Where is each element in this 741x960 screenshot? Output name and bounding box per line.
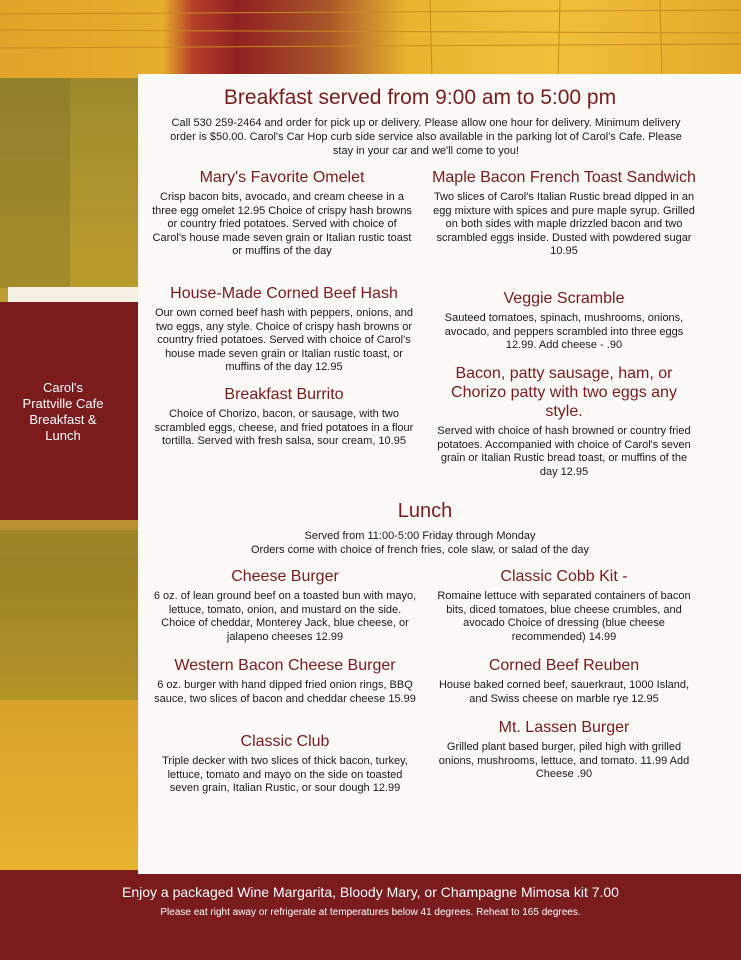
background-left-block xyxy=(0,530,140,700)
breakfast-intro: Call 530 259-2464 and order for pick up or delivery. Please allow one hour for delivery. Minimum delivery order is $50.00. Carol's Car Hop curb side service also available in the parking lot of Carol's Cafe. Please stay in your car and we'll come to you! xyxy=(170,117,682,157)
menu-item-description: Crisp bacon bits, avocado, and cream cheese in a three egg omelet 12.95 Choice of crispy hash browns or country fried potatoes. Served with choice of Carol's house made seven grain or Italian rustic toast or muffins of the day xyxy=(152,191,412,257)
menu-item xyxy=(152,385,416,449)
menu-item-name: Western Bacon Cheese Burger xyxy=(174,657,396,674)
menu-item xyxy=(430,656,698,706)
menu-item-name: Breakfast Burrito xyxy=(224,386,344,403)
menu-item-description: 6 oz. of lean ground beef on a toasted bun with mayo, lettuce, tomato, onion, and mustard on the side. Choice of cheddar, Monterey Jack, blue cheese, or jalapeno cheeses 12.99 xyxy=(153,590,417,643)
footer-promo: Enjoy a packaged Wine Margarita, Bloody Mary, or Champagne Mimosa kit 7.00 xyxy=(122,884,619,900)
menu-item xyxy=(152,567,418,644)
cafe-name-line: Breakfast & xyxy=(29,412,97,427)
cafe-name-line: Prattville Cafe xyxy=(22,396,104,411)
background-line-pattern xyxy=(0,0,741,78)
menu-item xyxy=(430,567,698,644)
menu-item xyxy=(152,732,418,796)
cafe-name-line: Carol's xyxy=(42,380,84,395)
menu-item-description: Our own corned beef hash with peppers, onions, and two eggs, any style. Choice of crispy hash browns or country fried potatoes. Served with choice of Carol's house made seven grain or Italian rustic toast, or muffins of the day 12.95 xyxy=(154,307,414,373)
menu-item xyxy=(430,289,698,353)
menu-item-description: Grilled plant based burger, piled high with grilled onions, mushrooms, lettuce, and tomato. 11.99 Add Cheese .90 xyxy=(438,741,690,780)
menu-item xyxy=(430,718,698,782)
cafe-name-label xyxy=(0,380,126,444)
sidebar-tab-strip xyxy=(8,287,140,303)
menu-item xyxy=(150,284,418,375)
menu-item-name: Corned Beef Reuben xyxy=(488,657,640,674)
menu-item-name: Classic Club xyxy=(240,733,330,750)
menu-item-description: 6 oz. burger with hand dipped fried onion rings, BBQ sauce, two slices of bacon and cheddar cheese 15.99 xyxy=(154,679,416,705)
menu-item-name: House-Made Corned Beef Hash xyxy=(170,285,398,302)
menu-item-name: Cheese Burger xyxy=(231,568,339,585)
menu-item-name: Veggie Scramble xyxy=(503,290,625,307)
cafe-name-line: Lunch xyxy=(45,428,81,443)
lunch-hours: Served from 11:00-5:00 Friday through Monday xyxy=(304,530,536,542)
menu-item-description: Two slices of Carol's Italian Rustic bread dipped in an egg mixture with spices and pure maple syrup. Grilled on both sides with maple drizzled bacon and two scrambled eggs inside. Dusted with powdered sugar 10.95 xyxy=(433,191,695,257)
menu-item-name: Mary's Favorite Omelet xyxy=(199,169,365,186)
menu-item xyxy=(432,364,696,479)
menu-item-description: Triple decker with two slices of thick bacon, turkey, lettuce, tomato and mayo on the side on toasted seven grain, Italian Rustic, or sour dough 12.99 xyxy=(162,755,408,794)
menu-item-name: Mt. Lassen Burger xyxy=(498,719,630,736)
lunch-title: Lunch xyxy=(397,500,453,522)
lunch-sides-note: Orders come with choice of french fries, cole slaw, or salad of the day xyxy=(250,544,590,556)
menu-item xyxy=(152,168,412,259)
menu-item-name: Classic Cobb Kit - xyxy=(500,568,628,585)
menu-item-description: House baked corned beef, sauerkraut, 1000 Island, and Swiss cheese on marble rye 12.95 xyxy=(438,679,690,705)
menu-item-name: Bacon, patty sausage, ham, or Chorizo patty with two eggs any style. xyxy=(451,365,677,420)
breakfast-title: Breakfast served from 9:00 am to 5:00 pm xyxy=(223,86,617,109)
menu-item-description: Choice of Chorizo, bacon, or sausage, with two scrambled eggs, cheese, and fried potatoes in a flour tortilla. Served with fresh salsa, sour cream, 10.95 xyxy=(154,408,414,447)
footer-note: Please eat right away or refrigerate at temperatures below 41 degrees. Reheat to 165 degrees. xyxy=(160,907,581,918)
menu-item-description: Romaine lettuce with separated containers of bacon bits, diced tomatoes, blue cheese crumbles, and avocado Choice of dressing (blue cheese recommended) 14.99 xyxy=(437,590,691,643)
menu-item xyxy=(432,168,696,259)
background-left-block xyxy=(0,78,70,288)
menu-item-description: Served with choice of hash browned or country fried potatoes. Accompanied with choice of Carol's seven grain or Italian Rustic bread toast, or muffins of the day 12.95 xyxy=(437,425,691,478)
lunch-info xyxy=(160,529,680,557)
menu-item xyxy=(152,656,418,706)
menu-item-description: Sauteed tomatoes, spinach, mushrooms, onions, avocado, and peppers scrambled into three eggs 12.99. Add cheese - .90 xyxy=(444,312,684,351)
menu-item-name: Maple Bacon French Toast Sandwich xyxy=(432,169,696,186)
